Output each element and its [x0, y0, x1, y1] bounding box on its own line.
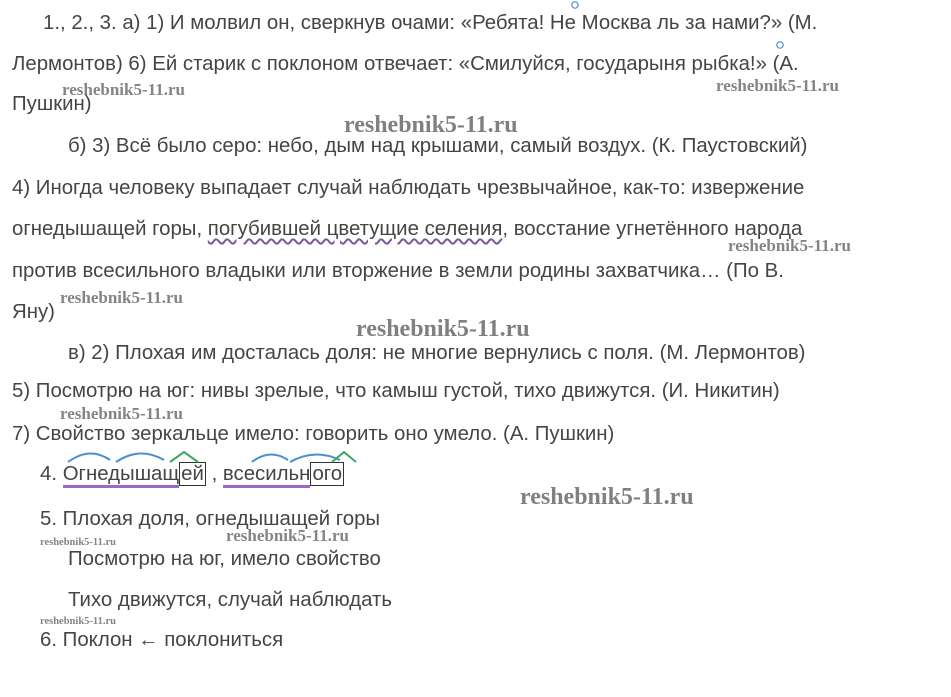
word-ending: ей — [181, 463, 204, 485]
watermark: reshebnik5-11.ru — [728, 236, 851, 255]
text-line-9: в) 2) Плохая им досталась доля: не многие вернулись с поля. (М. Лермонтов) — [68, 342, 806, 364]
answer-6-line: 6. Поклон ← поклониться — [40, 629, 284, 651]
word-stem: всесильн — [223, 463, 311, 488]
text-line-8: Яну) — [12, 301, 55, 323]
watermark: reshebnik5-11.ru — [60, 404, 183, 423]
watermark: reshebnik5-11.ru — [62, 80, 185, 99]
root-arc-icon — [252, 454, 288, 462]
text-line-7: против всесильного владыки или вторжение в земли родины захватчика… (По В. — [12, 260, 784, 282]
watermark: reshebnik5-11.ru — [344, 112, 518, 138]
suffix-mark-icon — [170, 452, 198, 462]
text-line-11: 7) Свойство зеркальце имело: говорить оно умело. (А. Пушкин) — [12, 423, 615, 445]
answer-5-line-3: Тихо движутся, случай наблюдать — [68, 589, 392, 611]
text-line-6-part-c: , восстание угнетённого народа — [502, 218, 803, 240]
text-line-10: 5) Посмотрю на юг: нивы зрелые, что камыш густой, тихо движутся. (И. Никитин) — [12, 380, 780, 402]
watermark: reshebnik5-11.ru — [226, 526, 349, 545]
separator: , — [211, 463, 218, 485]
watermark: reshebnik5-11.ru — [716, 76, 839, 95]
suffix-mark-icon — [332, 452, 356, 462]
item-number: 4. — [40, 463, 58, 485]
text-line-1: 1., 2., 3. а) 1) И молвил он, сверкнув очами: «Ребята! Не Москва ль за нами?» (М. — [43, 12, 818, 34]
root-arc-icon — [116, 453, 164, 462]
text-line-2: Лермонтов) 6) Ей старик с поклоном отвечает: «Смилуйся, государыня рыбка!» (А. — [12, 53, 799, 75]
watermark: reshebnik5-11.ru — [60, 288, 183, 307]
text-line-3: Пушкин) — [12, 93, 92, 115]
text-line-5: 4) Иногда человеку выпадает случай наблюдать чрезвычайное, как-то: извержение — [12, 177, 805, 199]
watermark: reshebnik5-11.ru — [356, 316, 530, 342]
watermark: reshebnik5-11.ru — [40, 616, 116, 627]
watermark: reshebnik5-11.ru — [520, 484, 694, 510]
answer-5-line-1: 5. Плохая доля, огнедышащей горы — [40, 508, 381, 530]
watermark: reshebnik5-11.ru — [40, 537, 116, 548]
root-arc-icon — [68, 453, 110, 462]
text-line-4: б) 3) Всё было серо: небо, дым над крышами, самый воздух. (К. Паустовский) — [68, 135, 808, 157]
answer-5-line-2: Посмотрю на юг, имело свойство — [68, 548, 381, 570]
text-line-6-part-a: огнедышащей горы, — [12, 218, 208, 240]
word-ending: ого — [312, 463, 343, 485]
word-stem: Огнедышащ — [63, 463, 179, 488]
participle-phrase: погубившей цветущие селения — [207, 218, 503, 240]
